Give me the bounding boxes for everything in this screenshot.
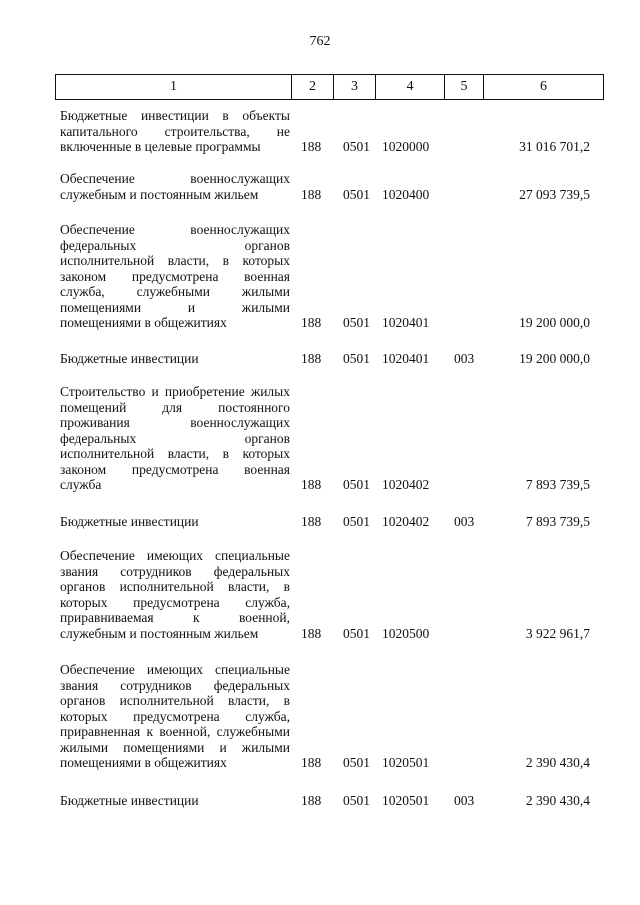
amount: 27 093 739,5 — [519, 186, 590, 202]
description-line: звания сотрудников федеральных — [60, 563, 290, 579]
ministry-code: 188 — [301, 351, 322, 366]
description-line: проживания военнослужащих — [60, 415, 290, 430]
description-line: которых предусмотрена служба, — [60, 594, 290, 610]
description-line: помещениями в общежитиях — [60, 315, 227, 330]
amount: 19 200 000,0 — [519, 351, 590, 366]
amount: 2 390 430,4 — [525, 793, 590, 808]
description-line: включенные в целевые программы — [60, 139, 261, 154]
table-row — [60, 514, 590, 530]
ministry-code: 188 — [301, 793, 322, 808]
column-header-table — [55, 74, 604, 100]
amount: 3 922 961,7 — [525, 625, 590, 641]
description-line: органов исполнительной власти, в — [60, 693, 290, 708]
column-header-4: 4 — [376, 75, 445, 100]
target-item-code: 1020500 — [382, 625, 430, 641]
target-item-code: 1020401 — [382, 351, 430, 366]
section-code: 0501 — [343, 755, 370, 770]
table-row — [60, 548, 590, 641]
expense-type-code: 003 — [454, 514, 475, 529]
description-line: приравненная к военной, служебными — [60, 724, 290, 739]
description-line: Бюджетные инвестиции — [60, 514, 199, 529]
column-header-6: 6 — [484, 75, 604, 100]
description-line: исполнительной власти, в которых — [60, 446, 290, 461]
description-line: жилыми помещениями и жилыми — [60, 739, 290, 755]
ministry-code: 188 — [301, 186, 322, 202]
amount: 2 390 430,4 — [525, 755, 590, 770]
amount: 7 893 739,5 — [525, 477, 590, 492]
table-row — [60, 793, 590, 809]
target-item-code: 1020402 — [382, 477, 430, 492]
target-item-code: 1020000 — [382, 139, 430, 154]
expense-type-code: 003 — [454, 351, 475, 366]
column-header-5: 5 — [445, 75, 484, 100]
section-code: 0501 — [343, 139, 370, 154]
description-line: федеральных органов — [60, 237, 290, 253]
section-code: 0501 — [343, 793, 370, 808]
description-line: законом предусмотрена военная — [60, 461, 290, 477]
amount: 31 016 701,2 — [519, 139, 590, 154]
row-description — [60, 171, 290, 202]
section-code: 0501 — [343, 351, 370, 366]
description-line: Бюджетные инвестиции — [60, 351, 199, 366]
table-row — [60, 171, 590, 202]
description-line: Строительство и приобретение жилых — [60, 384, 290, 399]
expense-type-code: 003 — [454, 793, 475, 808]
description-line: служба, служебными жилыми — [60, 284, 290, 299]
table-row — [60, 351, 590, 367]
description-line: служебным и постоянным жильем — [60, 625, 259, 641]
amount: 19 200 000,0 — [519, 315, 590, 330]
ministry-code: 188 — [301, 315, 322, 330]
page-number: 762 — [309, 34, 331, 49]
ministry-code: 188 — [301, 139, 322, 154]
row-description — [60, 351, 290, 367]
description-line: помещений для постоянного — [60, 399, 290, 415]
target-item-code: 1020402 — [382, 514, 430, 529]
description-line: которых предусмотрена служба, — [60, 708, 290, 724]
description-line: звания сотрудников федеральных — [60, 677, 290, 693]
column-header-3: 3 — [334, 75, 376, 100]
description-line: приравниваемая к военной, — [60, 610, 290, 625]
description-line: Обеспечение имеющих специальные — [60, 548, 290, 563]
target-item-code: 1020501 — [382, 793, 430, 808]
description-line: Бюджетные инвестиции в объекты — [60, 108, 290, 123]
column-header-1: 1 — [56, 75, 292, 100]
ministry-code: 188 — [301, 514, 322, 529]
description-line: служба — [60, 477, 102, 492]
section-code: 0501 — [343, 186, 370, 202]
description-line: Обеспечение военнослужащих — [60, 171, 290, 186]
description-line: Обеспечение имеющих специальные — [60, 662, 290, 677]
row-description — [60, 384, 290, 493]
description-line: федеральных органов — [60, 430, 290, 446]
description-line: исполнительной власти, в которых — [60, 253, 290, 268]
description-line: законом предусмотрена военная — [60, 268, 290, 284]
description-line: помещениями и жилыми — [60, 299, 290, 315]
description-line: Бюджетные инвестиции — [60, 793, 199, 808]
description-line: органов исполнительной власти, в — [60, 579, 290, 594]
table-row — [60, 662, 590, 771]
row-description — [60, 108, 290, 155]
description-line: капитального строительства, не — [60, 123, 290, 139]
target-item-code: 1020501 — [382, 755, 430, 770]
ministry-code: 188 — [301, 477, 322, 492]
row-description — [60, 514, 290, 530]
row-description — [60, 222, 290, 331]
table-row — [60, 384, 590, 493]
table-row — [60, 108, 590, 155]
description-line: служебным и постоянным жильем — [60, 186, 259, 202]
column-header-row — [56, 75, 604, 100]
row-description — [60, 793, 290, 809]
amount: 7 893 739,5 — [525, 514, 590, 529]
table-row — [60, 222, 590, 331]
section-code: 0501 — [343, 625, 370, 641]
row-description — [60, 662, 290, 771]
column-header-2: 2 — [292, 75, 334, 100]
ministry-code: 188 — [301, 625, 322, 641]
section-code: 0501 — [343, 477, 370, 492]
target-item-code: 1020401 — [382, 315, 430, 330]
description-line: помещениями в общежитиях — [60, 755, 227, 770]
ministry-code: 188 — [301, 755, 322, 770]
description-line: Обеспечение военнослужащих — [60, 222, 290, 237]
section-code: 0501 — [343, 514, 370, 529]
section-code: 0501 — [343, 315, 370, 330]
target-item-code: 1020400 — [382, 186, 430, 202]
row-description — [60, 548, 290, 641]
